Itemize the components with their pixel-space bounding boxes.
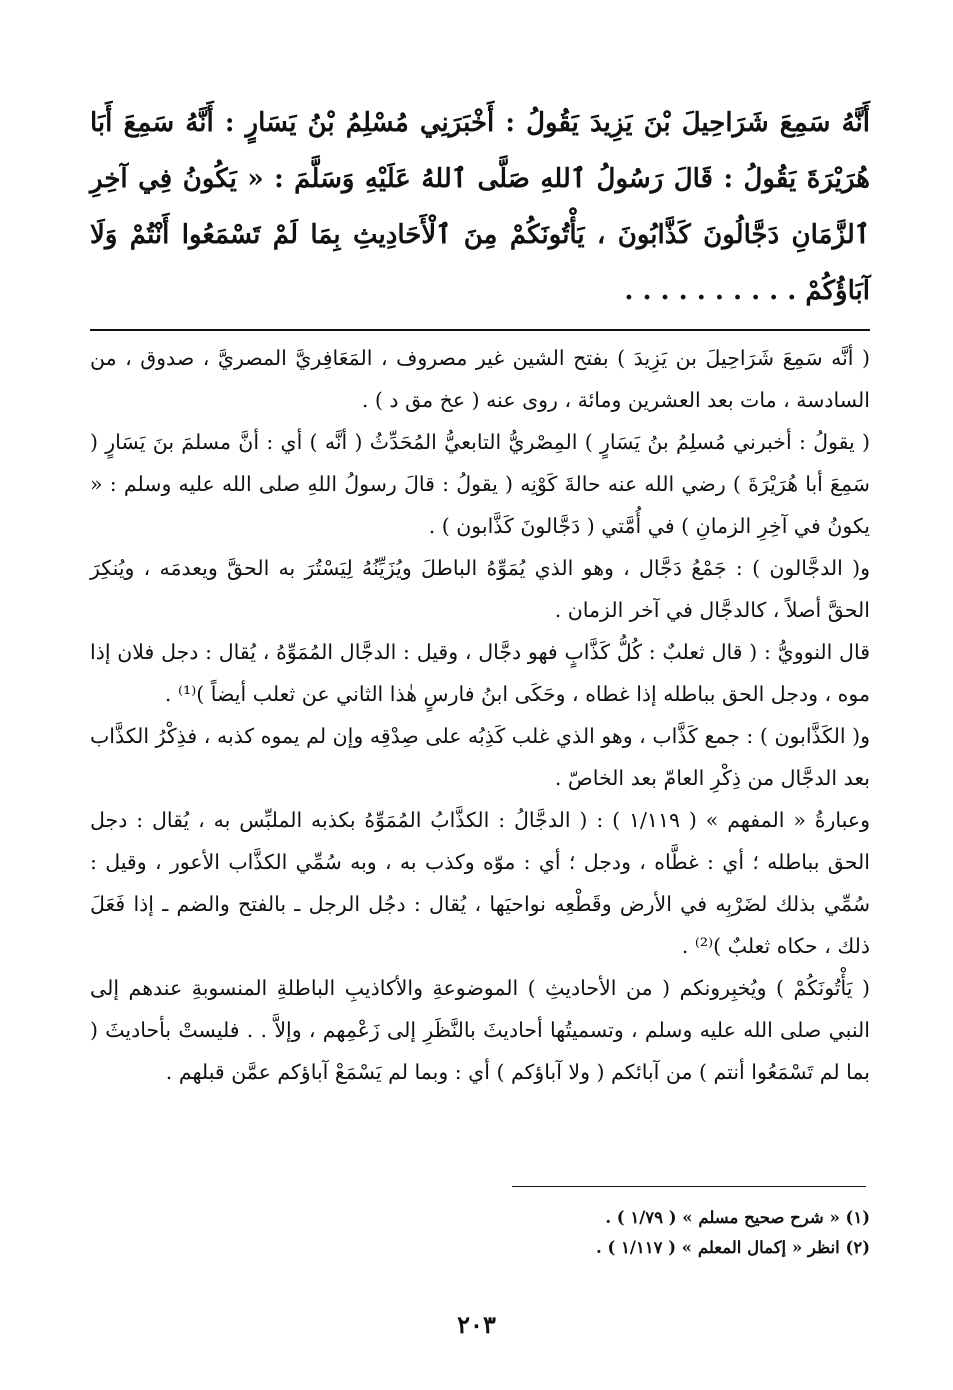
commentary-paragraph: و( الدجَّالون ) : جَمْعُ دَجَّال ، وهو الذي يُمَوِّهُ الباطلَ ويُزَيِّنُهُ لِيَسْتُرَ به الحقَّ ويعدمَه ، ويُنكِرَ الحقَّ أصلاً ، كالدجَّال في آخر الزمان . xyxy=(90,556,870,622)
commentary-paragraph: ( يَأْتُونَكُمْ ) ويُخبِرونكم ( من الأحاديثِ ) الموضوعةِ والأكاذيبِ الباطلةِ المنسوبةِ عندهم إلى النبي صلى الله عليه وسلم ، وتسميتُها أحاديثَ بالنَّظَرِ إلى زَعْمِهم ، وإلاَّ . . فليستْ بأحاديثَ ( بما لم تَسْمَعُوا أنتم ) من آبائكم ( ولا آباؤكم ) أي : وبما لم يَسْمَعْ آباؤكم عمَّن قبلهم . xyxy=(90,976,870,1084)
footnotes xyxy=(90,1203,870,1263)
footnote: (٢) انظر « إكمال المعلم » ( ١/١١٧ ) . xyxy=(595,1238,870,1257)
page-number: ٢٠٣ xyxy=(457,1310,496,1339)
footnote-divider xyxy=(512,1186,866,1187)
page-body xyxy=(90,95,870,1093)
commentary xyxy=(90,337,870,1093)
hadith-paragraph: أَنَّهُ سَمِعَ شَرَاحِيلَ بْنَ يَزِيدَ يَقُولُ : أَخْبَرَنِي مُسْلِمُ بْنُ يَسَارٍ : أَنَّهُ سَمِعَ أَبَا هُرَيْرَةَ يَقُولُ : قَالَ رَسُولُ ٱللهِ صَلَّى ٱللهُ عَلَيْهِ وَسَلَّمَ : « يَكُونُ فِي آخِرِ ٱلزَّمَانِ دَجَّالُونَ كَذَّابُونَ ، يَأْتُونَكُمْ مِنَ ٱلْأَحَادِيثِ بِمَا لَمْ تَسْمَعُوا أَنْتُمْ وَلَا آبَاؤُكُمْ . . . . . . . . . . xyxy=(90,108,870,306)
footnote: (١) « شرح صحيح مسلم » ( ١/٧٩ ) . xyxy=(605,1208,870,1227)
hadith-text xyxy=(90,95,870,319)
commentary-paragraph: وعبارةُ « المفهم » ( ١/١١٩ ) : ( الدجَّالُ : الكذَّابُ المُمَوِّهُ بكذبه الملبِّس به ، يُقال : دجل الحق بباطله ؛ أي : غطَّاه ، ودجل ؛ أي : موّه وكذب به ، وبه سُمِّي الكذَّاب الأعور ، وقيل : سُمِّي بذلك لضَرْبِه في الأرض وقَطْعِه نواحيَها ، يُقال : دجُل الرجل ـ بالفتح والضم ـ إذا فَعَلَ ذلك ، حكاه ثعلبٌ )⁽²⁾ . xyxy=(90,808,870,958)
commentary-paragraph: و( الكَذَّابون ) : جمع كَذَّاب ، وهو الذي غلب كَذِبُه على صِدْقِه وإن لم يموه كذبه ، فذِكْرُ الكذَّاب بعد الدجَّال من ذِكْرِ العامّ بعد الخاصّ . xyxy=(90,724,870,790)
commentary-paragraph: ( يقولُ : أخبرني مُسلِمُ بنُ يَسَارٍ ) المِصْريُّ التابعيُّ المُحَدِّثُ ( أنَّه ) أي : أنَّ مسلمَ بنَ يَسَارٍ ( سَمِعَ أبا هُرَيْرَةَ ) رضي الله عنه حالةَ كَوْنِه ( يقولُ : قالَ رسولُ اللهِ صلى الله عليه وسلم : « يكونُ في آخِرِ الزمانِ ) في أُمَّتي ( دَجَّالونَ كَذَّابون ) . xyxy=(90,430,870,538)
commentary-paragraph: ( أنَّه سَمِعَ شَرَاحِيلَ بن يَزِيدَ ) بفتح الشين غير مصروف ، المَعَافِريَّ المصريَّ ، صدوق ، من السادسة ، مات بعد العشرين ومائة ، روى عنه ( عخ مق د ) . xyxy=(90,346,870,412)
hadith-divider xyxy=(90,329,870,331)
commentary-paragraph: قال النوويُّ : ( قال ثعلبٌ : كُلُّ كَذَّابٍ فهو دجَّال ، وقيل : الدجَّال المُمَوِّهُ ، يُقال : دجل فلان إذا موه ، ودجل الحق بباطله إذا غطاه ، وحَكَى ابنُ فارسٍ هٰذا الثاني عن ثعلب أيضاً )⁽¹⁾ . xyxy=(90,640,870,706)
